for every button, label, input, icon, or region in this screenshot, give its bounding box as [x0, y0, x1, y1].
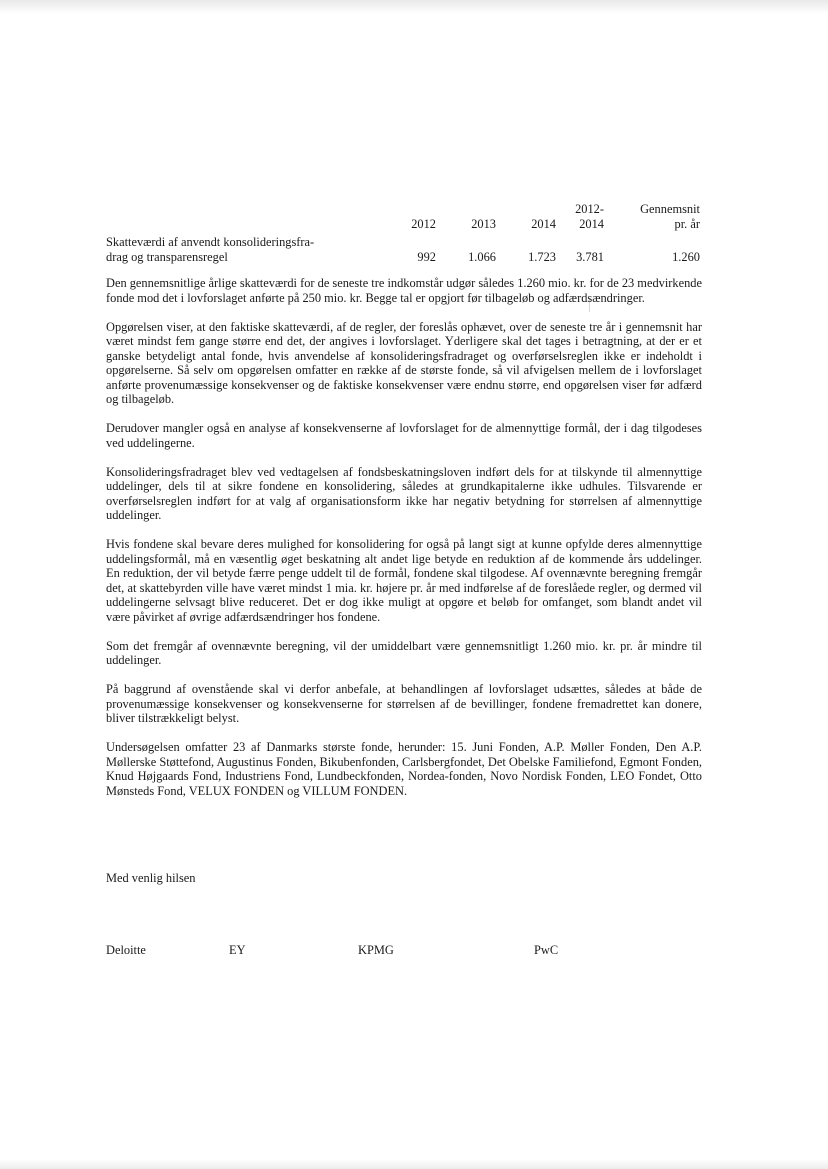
table-header-2012: 2012 [411, 217, 436, 231]
paragraph-reduced-grants: Hvis fondene skal bevare deres mulighed for konsolidering for også på langt sigt at kunne opfylde deres almennyttige uddelingsformål, må en væsentlig øget beskatning alt andet lige betyde en reduktion af de kommende års uddelinger. En reduktion, der vil betyde færre penge uddelt til de formål, fondene skal tilgodese. Af ovennævnte beregning fremgår det, at skattebyrden ville have været mindst 1 mia. kr. højere pr. år med indførelse af de foreslåede regler, og dermed vil uddelingerne selvsagt blive reduceret. Det er dog ikke muligt at opgøre et beløb for omfanget, som blandt andet vil være påvirket af øvrige adfærdsændringer hos fondene. [106, 537, 702, 624]
signatory-deloitte: Deloitte [106, 943, 146, 957]
scan-edge-bottom [0, 1159, 828, 1169]
table-header-row [106, 202, 700, 232]
table-row-label: Skatteværdi af anvendt konsolideringsfra- drag og transparensregel [106, 235, 315, 264]
table-header-2014: 2014 [531, 217, 556, 231]
paragraph-consolidation-deduction: Konsolideringsfradraget blev ved vedtagelsen af fondsbeskatningsloven indført dels for at tilskynde til almennyttige uddelinger, dels til at sikre fondene en konsolidering, således at grundkapitalerne ikke udhules. Tilsvarende er overførselsreglen indført for at valg af organisationsform ikke har negativ betydning for størrelsen af almennyttige uddelinger. [106, 464, 702, 522]
signatory-ey: EY [229, 943, 246, 957]
paragraph-foundations-list: Undersøgelsen omfatter 23 af Danmarks største fonde, herunder: 15. Juni Fonden, A.P. Møller Fonden, Den A.P. Møllerske Støttefond, Augustinus Fonden, Bikubenfonden, Carlsbergfondet, Det Obelske Familiefond, Egmont Fonden, Knud Højgaards Fond, Industriens Fond, Lundbeckfonden, Nordea-fonden, Novo Nordisk Fonden, LEO Fondet, Otto Mønsteds Fond, VELUX FONDEN og VILLUM FONDEN. [106, 740, 702, 798]
table-header-average: Gennemsnit pr. år [640, 202, 700, 231]
paragraph-missing-analysis: Derudover mangler også en analyse af konsekvenserne af lovforslaget for de almennyttige formål, der i dag tilgodeses ved uddelingerne. [106, 421, 702, 450]
table-row [106, 232, 700, 265]
paragraph-statement-findings: Opgørelsen viser, at den faktiske skatteværdi, af de regler, der foreslås ophævet, over de seneste tre år i gennemsnit har været mindst fem gange større end det, der angives i lovforslaget. Yderligere skal det tages i betragtning, at der er et ganske betydeligt antal fonde, hvis anvendelse af konsolideringsfradraget og overførselsreglen ikke er indeholdt i opgørelserne. Så selv om opgørelsen omfatter en række af de største fonde, så vil afvigelsen mellem de i lovforslaget anførte provenumæssige konsekvenser og de faktiske konsekvenser være endnu større, end opgørelsen viser før adfærd og tilbageløb. [106, 319, 702, 406]
table-cell-2012-2014: 3.781 [576, 250, 604, 264]
table-header-empty [106, 202, 386, 232]
body-text [106, 276, 702, 813]
tax-value-table [106, 202, 700, 265]
table-cell-average: 1.260 [672, 250, 700, 264]
paragraph-average-tax-value: Den gennemsnitlige årlige skatteværdi for de seneste tre indkomstår udgør således 1.260 mio. kr. for de 23 medvirkende fonde mod det i lovforslaget anførte på 250 mio. kr. Begge tal er opgjort før tilbageløb og adfærdsændringer. [106, 276, 702, 305]
table-header-2012-2014: 2012- 2014 [575, 202, 604, 231]
scan-edge-top [0, 0, 828, 14]
signatory-kpmg: KPMG [358, 943, 394, 957]
table-cell-2012: 992 [417, 250, 436, 264]
table-cell-2013: 1.066 [468, 250, 496, 264]
closing-greeting: Med venlig hilsen [106, 871, 196, 885]
paragraph-recommendation: På baggrund af ovenstående skal vi derfor anbefale, at behandlingen af lovforslaget udsættes, således at både de provenumæssige konsekvenser og konsekvenserne for størrelsen af de bevillinger, fondene fremadrettet kan donere, bliver tilstrækkeligt belyst. [106, 682, 702, 725]
signatory-pwc: PwC [534, 943, 559, 957]
paragraph-annual-reduction: Som det fremgår af ovennævnte beregning, vil der umiddelbart være gennemsnitligt 1.260 mio. kr. pr. år mindre til uddelinger. [106, 638, 702, 667]
table-cell-2014: 1.723 [528, 250, 556, 264]
table-header-2013: 2013 [471, 217, 496, 231]
